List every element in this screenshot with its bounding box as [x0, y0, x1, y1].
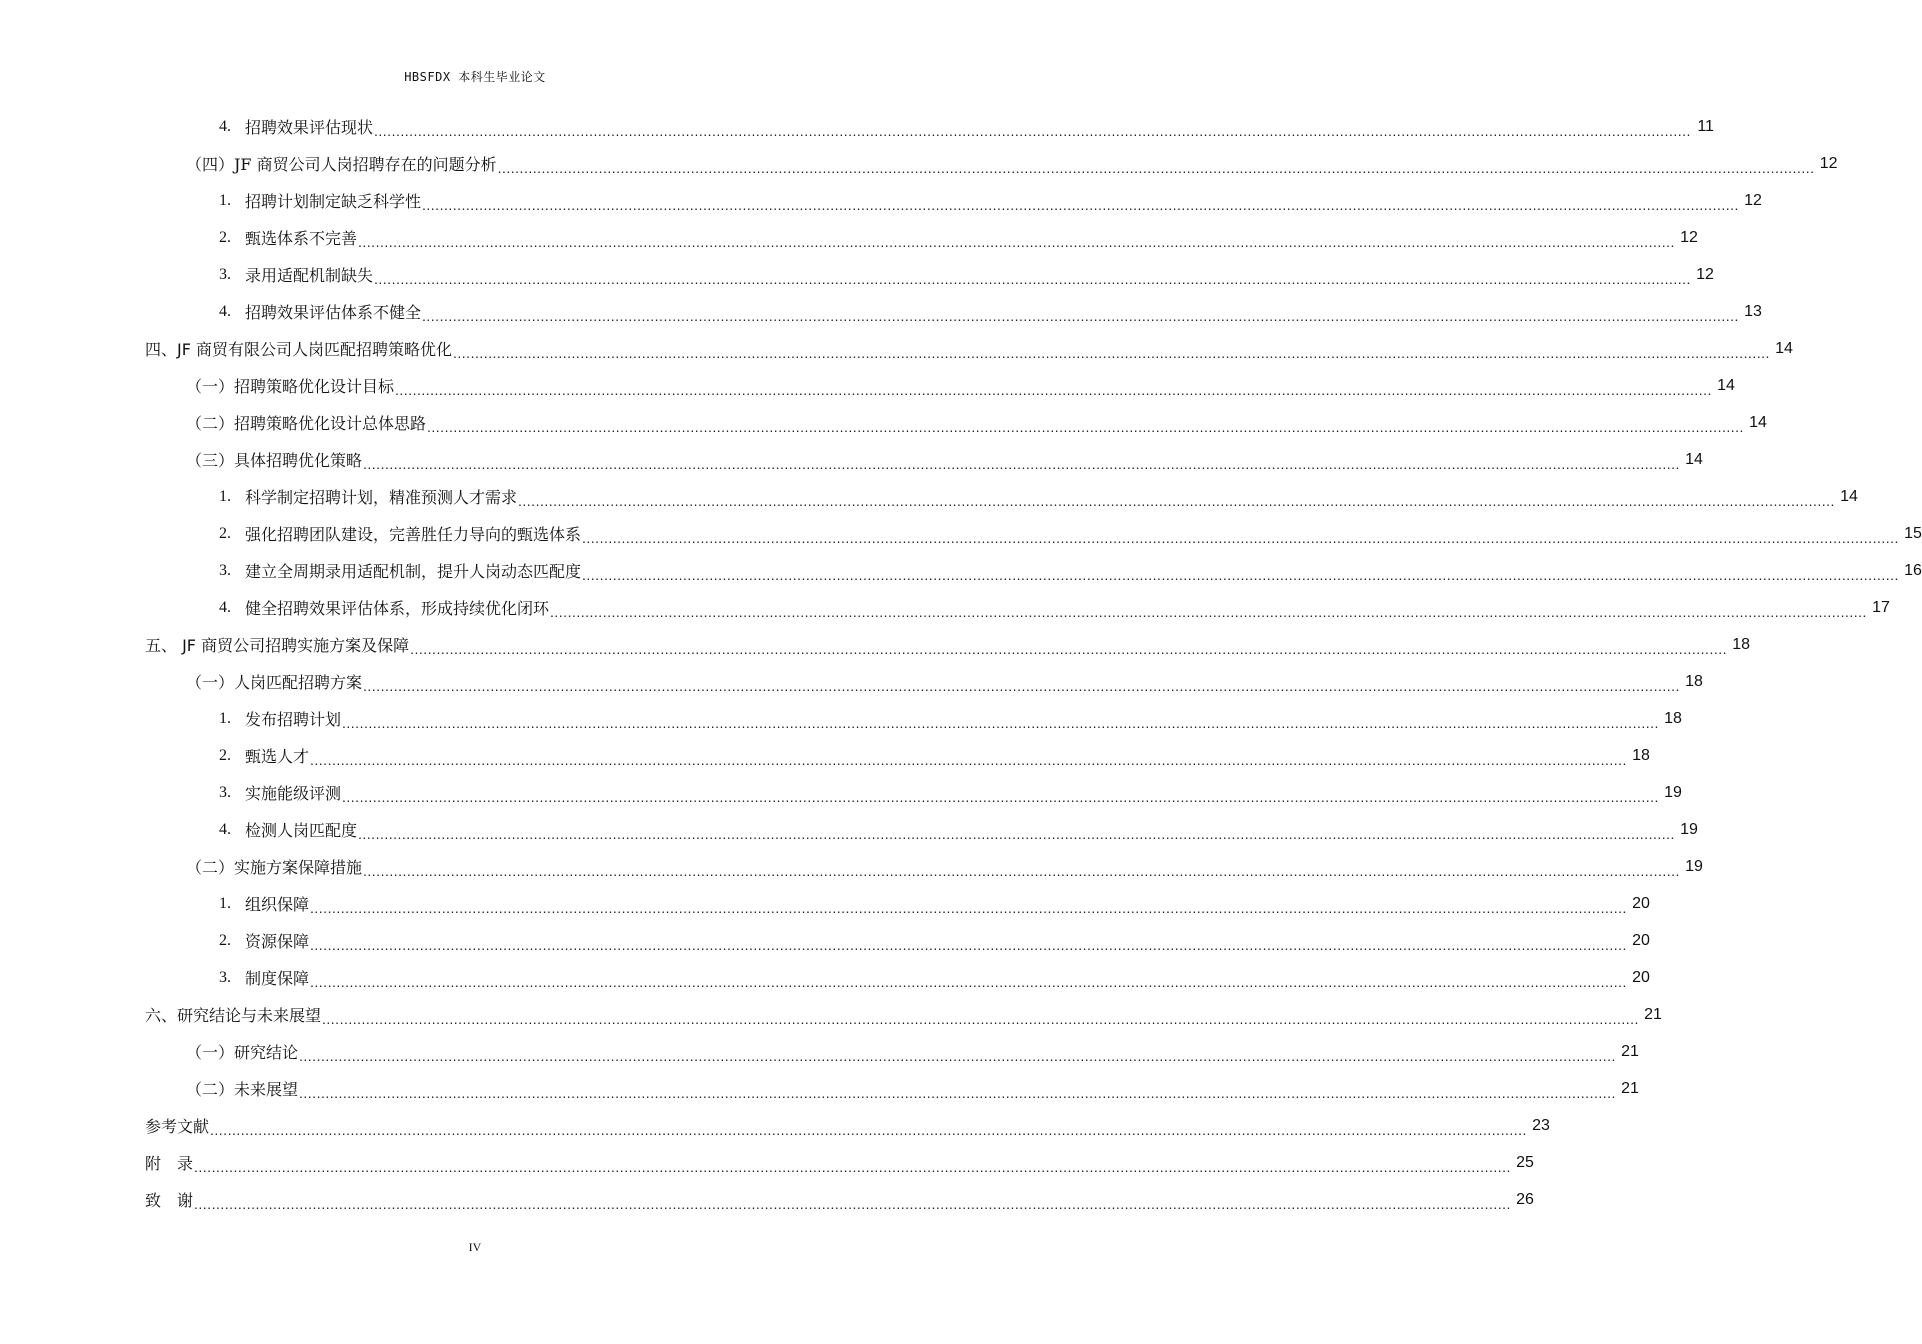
toc-entry-title: 招聘效果评估现状	[245, 118, 374, 137]
toc-entry-title: （二）实施方案保障措施	[186, 858, 363, 877]
toc-entry[interactable]	[186, 1033, 1639, 1070]
toc-entry[interactable]	[219, 700, 1682, 737]
toc-entry-number: 4.	[219, 598, 231, 616]
toc-entry[interactable]	[219, 515, 1922, 552]
toc-entry-number: 3.	[219, 561, 231, 579]
toc-entry-page: 17	[1872, 598, 1890, 616]
dot-leader: ............................................................................................................................................................................................................................................................................................................	[299, 1048, 1616, 1064]
dot-leader: ............................................................................................................................................................................................................................................................................................................	[422, 197, 1739, 213]
page-number: IV	[468, 1240, 482, 1254]
dot-leader: ............................................................................................................................................................................................................................................................................................................	[582, 530, 1899, 546]
toc-entry[interactable]	[219, 774, 1682, 811]
toc-entry-title: 六、研究结论与未来展望	[145, 1006, 322, 1025]
toc-entry-page: 15	[1904, 524, 1922, 542]
toc-entry[interactable]	[145, 996, 1662, 1033]
toc-entry-number: 1.	[219, 709, 231, 727]
toc-entry-title: 四、JF 商贸有限公司人岗匹配招聘策略优化	[145, 340, 453, 359]
dot-leader: ............................................................................................................................................................................................................................................................................................................	[299, 1085, 1616, 1101]
toc-entry-page: 21	[1621, 1079, 1639, 1097]
dot-leader: ............................................................................................................................................................................................................................................................................................................	[342, 789, 1659, 805]
dot-leader: ............................................................................................................................................................................................................................................................................................................	[363, 678, 1680, 694]
toc-entry[interactable]	[186, 441, 1703, 478]
toc-entry-title: 招聘计划制定缺乏科学性	[245, 192, 422, 211]
toc-entry[interactable]	[186, 145, 1838, 182]
toc-entry[interactable]	[145, 1144, 1534, 1181]
dot-leader: ............................................................................................................................................................................................................................................................................................................	[310, 752, 1627, 768]
dot-leader: ............................................................................................................................................................................................................................................................................................................	[310, 937, 1627, 953]
toc-entry-page: 23	[1532, 1116, 1550, 1134]
toc-entry-number: 2.	[219, 931, 231, 949]
dot-leader: ............................................................................................................................................................................................................................................................................................................	[210, 1122, 1527, 1138]
toc-entry-title: （一）人岗匹配招聘方案	[186, 673, 363, 692]
dot-leader: ............................................................................................................................................................................................................................................................................................................	[410, 641, 1728, 657]
toc-entry[interactable]	[219, 293, 1762, 330]
toc-entry-page: 20	[1632, 894, 1650, 912]
dot-leader: ............................................................................................................................................................................................................................................................................................................	[358, 826, 1675, 842]
toc-entry-title: （四）JF 商贸公司人岗招聘存在的问题分析	[186, 155, 497, 174]
toc-entry-number: 3.	[219, 783, 231, 801]
toc-entry-page: 16	[1904, 561, 1922, 579]
toc-entry[interactable]	[219, 589, 1890, 626]
toc-entry-page: 12	[1696, 265, 1714, 283]
toc-entry-title: 甄选体系不完善	[245, 229, 358, 248]
toc-entry[interactable]	[186, 848, 1703, 885]
toc-entry[interactable]	[145, 330, 1793, 367]
toc-entry-title: 健全招聘效果评估体系，形成持续优化闭环	[245, 599, 550, 618]
dot-leader: ............................................................................................................................................................................................................................................................................................................	[310, 974, 1627, 990]
toc-entry[interactable]	[219, 737, 1650, 774]
toc-entry[interactable]	[219, 922, 1650, 959]
toc-entry-page: 14	[1685, 450, 1703, 468]
toc-entry-title: 实施能级评测	[245, 784, 342, 803]
toc-entry-number: 1.	[219, 487, 231, 505]
toc-entry-page: 26	[1516, 1190, 1534, 1208]
toc-entry-title: 建立全周期录用适配机制，提升人岗动态匹配度	[245, 562, 582, 581]
toc-entry-page: 18	[1632, 746, 1650, 764]
toc-entry-title: 五、 JF 商贸公司招聘实施方案及保障	[145, 636, 410, 655]
toc-entry[interactable]	[145, 1181, 1534, 1218]
toc-entry[interactable]	[219, 182, 1762, 219]
toc-entry[interactable]	[219, 885, 1650, 922]
toc-entry-page: 12	[1744, 191, 1762, 209]
toc-entry-page: 19	[1680, 820, 1698, 838]
page-header: HBSFDX 本科生毕业论文	[404, 70, 546, 84]
toc-entry-page: 21	[1621, 1042, 1639, 1060]
dot-leader: ............................................................................................................................................................................................................................................................................................................	[310, 900, 1627, 916]
dot-leader: ............................................................................................................................................................................................................................................................................................................	[374, 123, 1691, 139]
toc-entry[interactable]	[186, 367, 1735, 404]
toc-entry-page: 14	[1717, 376, 1735, 394]
toc-entry-title: 科学制定招聘计划，精准预测人才需求	[245, 488, 518, 507]
toc-entry[interactable]	[219, 552, 1922, 589]
toc-entry-title: （一）招聘策略优化设计目标	[186, 377, 395, 396]
toc-entry[interactable]	[145, 626, 1751, 663]
toc-entry-page: 20	[1632, 931, 1650, 949]
toc-entry[interactable]	[219, 811, 1698, 848]
toc-entry-title: 附 录	[145, 1154, 194, 1173]
toc-entry-title: （二）招聘策略优化设计总体思路	[186, 414, 427, 433]
toc-entry-number: 1.	[219, 894, 231, 912]
toc-entry[interactable]	[219, 256, 1714, 293]
dot-leader: ............................................................................................................................................................................................................................................................................................................	[363, 863, 1680, 879]
toc-entry[interactable]	[219, 959, 1650, 996]
toc-entry[interactable]	[219, 219, 1698, 256]
toc-entry-title: 检测人岗匹配度	[245, 821, 358, 840]
toc-entry-title: 组织保障	[245, 895, 310, 914]
toc-entry-title: 招聘效果评估体系不健全	[245, 303, 422, 322]
toc-entry-title: （一）研究结论	[186, 1043, 299, 1062]
toc-entry[interactable]	[186, 663, 1703, 700]
toc-entry-page: 18	[1664, 709, 1682, 727]
toc-entry-title: 录用适配机制缺失	[245, 266, 374, 285]
toc-entry-number: 4.	[219, 117, 231, 135]
toc-entry-title: 参考文献	[145, 1117, 210, 1136]
dot-leader: ............................................................................................................................................................................................................................................................................................................	[427, 419, 1744, 435]
dot-leader: ............................................................................................................................................................................................................................................................................................................	[194, 1196, 1511, 1212]
dot-leader: ............................................................................................................................................................................................................................................................................................................	[342, 715, 1659, 731]
toc-entry-title: 甄选人才	[245, 747, 310, 766]
toc-entry-title: （二）未来展望	[186, 1080, 299, 1099]
toc-entry-number: 3.	[219, 265, 231, 283]
toc-entry-page: 18	[1732, 635, 1751, 653]
toc-entry-number: 3.	[219, 968, 231, 986]
toc-entry-page: 20	[1632, 968, 1650, 986]
dot-leader: ............................................................................................................................................................................................................................................................................................................	[374, 271, 1691, 287]
toc-entry-number: 4.	[219, 820, 231, 838]
toc-entry-title: 制度保障	[245, 969, 310, 988]
toc-entry-page: 14	[1840, 487, 1858, 505]
dot-leader: ............................................................................................................................................................................................................................................................................................................	[518, 493, 1835, 509]
dot-leader: ............................................................................................................................................................................................................................................................................................................	[422, 308, 1739, 324]
dot-leader: ............................................................................................................................................................................................................................................................................................................	[582, 567, 1899, 583]
dot-leader: ............................................................................................................................................................................................................................................................................................................	[322, 1011, 1639, 1027]
toc-entry[interactable]	[186, 1070, 1639, 1107]
dot-leader: ............................................................................................................................................................................................................................................................................................................	[358, 234, 1675, 250]
toc-entry-page: 12	[1819, 154, 1838, 172]
toc-entry-page: 21	[1644, 1005, 1662, 1023]
dot-leader: ............................................................................................................................................................................................................................................................................................................	[363, 456, 1680, 472]
toc-entry-title: （三）具体招聘优化策略	[186, 451, 363, 470]
toc-entry-title: 资源保障	[245, 932, 310, 951]
toc-entry-title: 强化招聘团队建设，完善胜任力导向的甄选体系	[245, 525, 582, 544]
toc-entry-number: 4.	[219, 302, 231, 320]
toc-entry[interactable]	[186, 404, 1767, 441]
toc-entry[interactable]	[219, 108, 1714, 145]
toc-entry-number: 2.	[219, 228, 231, 246]
dot-leader: ............................................................................................................................................................................................................................................................................................................	[395, 382, 1712, 398]
dot-leader: ............................................................................................................................................................................................................................................................................................................	[497, 160, 1815, 176]
toc-entry-page: 14	[1749, 413, 1767, 431]
dot-leader: ............................................................................................................................................................................................................................................................................................................	[550, 604, 1867, 620]
toc-entry-page: 19	[1685, 857, 1703, 875]
toc-entry-page: 18	[1685, 672, 1703, 690]
toc-entry[interactable]	[219, 478, 1858, 515]
dot-leader: ............................................................................................................................................................................................................................................................................................................	[453, 345, 1770, 361]
toc-entry-page: 25	[1516, 1153, 1534, 1171]
toc-entry-page: 12	[1680, 228, 1698, 246]
toc-entry-page: 13	[1744, 302, 1762, 320]
toc-entry-page: 19	[1664, 783, 1682, 801]
toc-entry-title: 致 谢	[145, 1191, 194, 1210]
toc-entry-title: 发布招聘计划	[245, 710, 342, 729]
toc-entry-page: 11	[1697, 117, 1714, 135]
dot-leader: ............................................................................................................................................................................................................................................................................................................	[194, 1159, 1511, 1175]
toc-entry-page: 14	[1775, 339, 1793, 357]
toc-entry-number: 2.	[219, 746, 231, 764]
toc-entry-number: 2.	[219, 524, 231, 542]
toc-entry-number: 1.	[219, 191, 231, 209]
toc-entry[interactable]	[145, 1107, 1550, 1144]
